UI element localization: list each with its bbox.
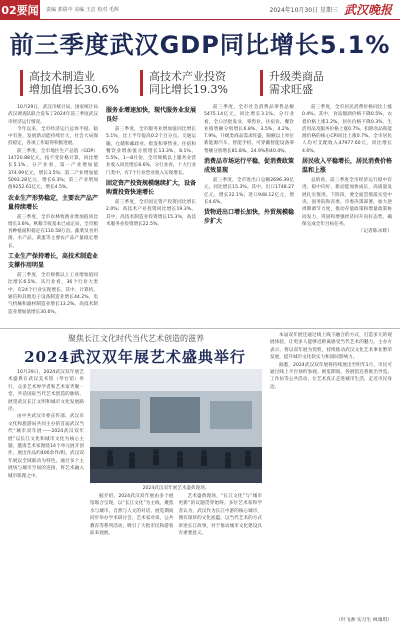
paragraph: 前三季度，全市地区生产总值（GDP）14720.88亿元，按不变价格计算，同比增长5.1%。分产业看，第一产业增加值374.99亿元，增长3.5%；第二产业增加值5093.28亿元，增长6.3%；第三产业增加值9252.61亿元，增长4.5%。 — [8, 148, 98, 191]
photo-and-columns — [90, 369, 262, 622]
paragraph: 由中共武汉市委宣传部、武汉市文化和旅游局共同主办的首届武汉当代“城市双年展——2024武汉双年展”以长江文化和城市文化为核心主题，邀请艺术家围绕14个单元展开创作，展出作品约400余件/组。武汉双年展以全域联动为特色，通过多个主展场与城市空间的连接，将艺术融入城市肌理之中。 — [8, 414, 84, 479]
paragraph: 前三季度，全市进出口总额2696.39亿元，同比增长15.3%。其中，出口1748.27亿元，增长22.1%；进口948.12亿元，增长4.6%。 — [204, 178, 294, 205]
subheadline-line: 升级类商品 — [269, 70, 324, 83]
section-heading: 工业生产保持增长，高技术制造业支撑作用明显 — [8, 253, 98, 270]
exhibition-photo — [90, 369, 262, 483]
article-column — [179, 493, 263, 622]
article-column — [270, 332, 392, 622]
issue-date: 2024年10月30日 星期三 — [269, 7, 338, 14]
economy-article — [8, 104, 392, 324]
section-heading: 货物进出口增长加快，外贸规模稳步扩大 — [204, 209, 294, 226]
article-column — [106, 104, 196, 324]
subheadline-line: 增加值增长30.6% — [29, 83, 119, 96]
paragraph: 10月29日，武汉市统计局、国家统计局武汉调查队联合发布了2024年前三季度武汉市经济运行情况。 — [8, 105, 98, 125]
editor-credits: 责编 郭倩中 美编 王洁 校对 毛辉 — [46, 7, 119, 13]
section-headline: 2024武汉双年展艺术盛典举行 — [24, 348, 246, 366]
section-divider — [0, 328, 400, 329]
paragraph: 今年以来，全市经济运行总体平稳、稳中有进，发展新动能持续壮大，社会大局保持稳定，各项工作取得积极进展。 — [8, 126, 98, 147]
culture-article — [8, 369, 262, 622]
article-column — [8, 104, 98, 324]
paragraph: 总的看，前三季度全市经济运行稳中有进、稳中向好，新动能加快成长，高质量发展扎实推进。下阶段，要全面贯彻落实党中央、国务院和省委、市委决策部署，加大逆周期调节力度，推动存量政策和增量政策协同发力，巩固和增强经济回升向好态势，确保完成全年目标任务。 — [302, 178, 392, 227]
subheadline-line: 高技术制造业 — [29, 70, 95, 83]
subheadline-line: 高技术产业投资 — [149, 70, 226, 83]
subheadline-3 — [260, 70, 380, 98]
subheadline-line: 同比增长19.3% — [149, 83, 228, 96]
exhibition-photo-graphic — [90, 369, 262, 483]
photo-caption: 2024武汉双年展艺术盛典现场。 — [142, 486, 210, 491]
masthead — [0, 0, 400, 20]
newspaper-logo: 武汉晚报 — [343, 3, 392, 17]
paragraph: 艺术盛典现场，“长江文化”与“城市更新”的议题贯穿始终。多位艺术家和学者认为，武汉作为长江中游的核心城市，拥有深厚的文化底蕴，以当代艺术的方式讲述长江故事，对于推动城市文化建设具有重要意义。 — [178, 494, 262, 537]
paragraph: 前三季度，全市社会消费品零售总额5475.14亿元，同比增长3.1%。分行业看，全口径批发业、零售业、住宿业、餐饮业销售额分别增长6.8%、3.5%、4.2%、7.9%。升级类商品需求旺盛，限额以上单位新能源汽车、智能手机、可穿戴智能设备零售额分别增长81.8%、24.9%和40.4%。 — [204, 105, 294, 154]
accent-bar — [140, 70, 143, 96]
section-heading: 消费品市场运行平稳，促消费政策成效显现 — [204, 158, 294, 175]
section-kicker: 聚焦长江文化时代当代艺术创造的滋养 — [68, 334, 204, 343]
byline: （叶飞帅 实习生 林康琪） — [336, 618, 392, 623]
article-column — [302, 104, 392, 324]
main-headline: 前三季度武汉GDP同比增长5.1% — [9, 31, 391, 59]
article-column — [204, 104, 294, 324]
section-heading: 服务业增速加快，现代服务业发展良好 — [106, 107, 196, 123]
paragraph: 前三季度，全市固定资产投资同比增长2.0%；高技术产业投资同比增长19.3%。其中，高技术制造业投资增长15.3%，高技术服务业投资增长22.5%。 — [106, 200, 196, 227]
paragraph: 据介绍，2024武汉双年展由多个展馆联合呈现，以“长江文化”为主线，聚焦水与城市、自然与人文的对话。展览期间同步举办学术研讨会、艺术家对谈、公共教育等系列活动，吸引了大批市民和游客前来观展。 — [90, 494, 174, 537]
accent-bar — [20, 70, 23, 96]
section-heading: 固定资产投资规模继续扩大，设备购置投资快速增长 — [106, 180, 196, 197]
article-column — [90, 493, 174, 622]
subheadline-2 — [140, 70, 260, 98]
section-heading: 农业生产形势稳定，主要农产品产量持续增长 — [8, 194, 98, 211]
paragraph: 前三季度，全市服务业增加值同比增长5.1%，比上半年提高0.2个百分点。交通运输、仓储和邮政业、批发和零售业、住宿和餐饮业增加值分别增长13.3%、8.1%、5.5%。1—8月份，全市规模以上服务业营业收入同比增长8.6%，分行业看，十大行业门类中，有7个行业营业收入实现增长。 — [106, 127, 196, 176]
subheadline-line: 需求旺盛 — [269, 83, 313, 96]
paragraph: 据悉，2024武汉双年展将持续展出至明年1月，市民可通过线上平台预约参观。展览期间，各展馆还将推出导览、工作坊等公共活动，让艺术真正走进城市生活、走近市民身边。 — [270, 362, 392, 390]
section-heading: 居民收入平稳增长，居民消费价格温和上涨 — [302, 158, 392, 175]
accent-bar — [260, 70, 263, 96]
paragraph: 本届双年展还通过线上线下融合的方式，打造多元的观展体验，让更多人能够近距离感受当代艺术的魅力。主办方表示，将以双年展为契机，持续推动武汉文化艺术事业繁荣发展，提升城市文化软实力和国际影响力。 — [270, 333, 392, 361]
subheadline-row — [20, 70, 380, 98]
article-column — [8, 369, 84, 622]
byline: （记者陈永辉） — [358, 229, 392, 235]
paragraph: 10月29日，2024武汉双年展艺术盛典在武汉美术馆（琴台馆）举行，众多艺术界学者和艺术家齐聚一堂，共话国际当代艺术创造的脉络、展望武汉长江文明和城市文化发展路径。 — [8, 370, 84, 413]
page-number-label: 02要闻 — [0, 0, 40, 20]
paragraph: 前三季度，全市居民消费价格同比上涨0.4%。其中，食品烟酒价格下降0.5%，衣着价格上涨1.2%，居住价格下降0.3%，生活用品及服务价格上涨0.7%。扣除食品和能源价格的核心CPI同比上涨0.7%。全市居民人均可支配收入47977.60元，同比增长4.6%。 — [302, 105, 392, 154]
subheadline-1 — [20, 70, 140, 98]
paragraph: 前三季度，全市规模以上工业增加值同比增长6.5%。从行业看，36个行业大类中，有24个行业实现增长。其中，计算机、通信和其他电子设备制造业增长44.2%，电气机械和器材制造业增长13.2%。高技术制造业增加值增长30.6%。 — [8, 273, 98, 315]
paragraph: 前三季度，全市农林牧渔业增加值同比增长3.6%。秋粮丰收基本已成定局，全市粮食种植面积稳定在110.58万亩。蔬菜及食用菌、水产品、禽蛋等主要农产品产量稳定增长。 — [8, 214, 98, 249]
